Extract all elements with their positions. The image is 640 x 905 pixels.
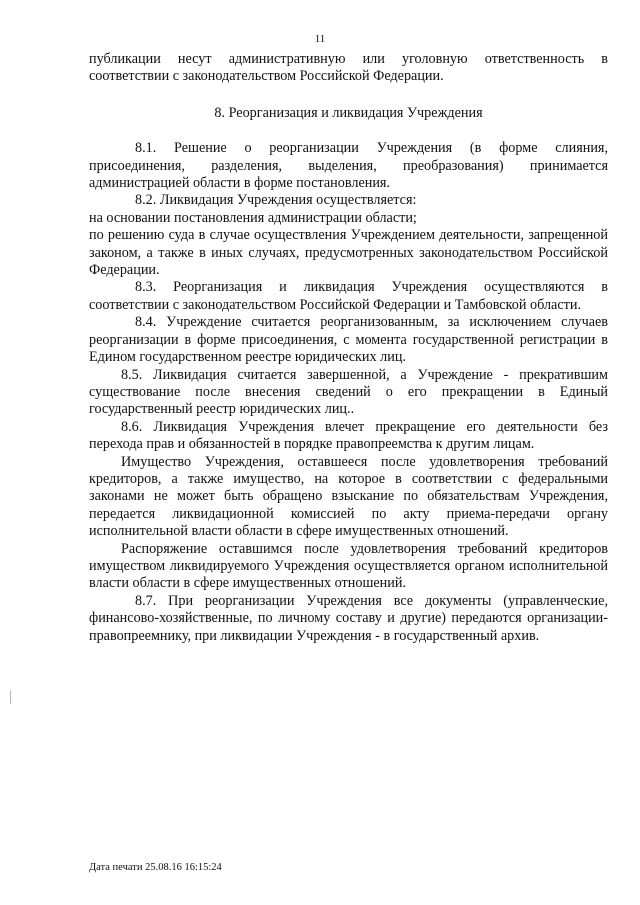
section-heading: 8. Реорганизация и ликвидация Учреждения (214, 104, 483, 121)
print-date-footer: Дата печати 25.08.16 16:15:24 (89, 862, 222, 873)
paragraph-8-5: 8.5. Ликвидация считается завершенной, а Учреждение - прекратившим существование после внесения сведений о его прекращении в Единый государственный реестр юридических лиц.. (89, 366, 608, 418)
paragraph-8-2: 8.2. Ликвидация Учреждения осуществляется: (135, 192, 417, 209)
document-body (89, 51, 608, 645)
paragraph-8-4: 8.4. Учреждение считается реорганизованным, за исключением случаев реорганизации в форме присоединения, с момента государственной регистрации в Едином государственном реестре юридических лиц. (89, 314, 608, 366)
page-number: 11 (314, 33, 326, 45)
paragraph-8-1: 8.1. Решение о реорганизации Учреждения (в форме слияния, присоединения, разделения, выделения, преобразования) принимается администрацией области в форме постановления. (89, 140, 608, 192)
paragraph-property: Имущество Учреждения, оставшееся после удовлетворения требований кредиторов, а также имущество, на которое в соответствии с федеральными законами не может быть обращено взыскание по обязательствам Учреждения, передается ликвидационной комиссией по акту приема-передачи органу исполнительной власти области в сфере имущественных отношений. (89, 453, 608, 540)
paragraph-8-2-basis-1: на основании постановления администрации области; (89, 209, 417, 226)
scan-mark-left (10, 690, 11, 704)
paragraph-8-6: 8.6. Ликвидация Учреждения влечет прекращение его деятельности без перехода прав и обязанностей в порядке правопреемства к другим лицам. (89, 418, 608, 453)
paragraph-8-2-basis-2: по решению суда в случае осуществления Учреждением деятельности, запрещенной законом, а также в иных случаях, предусмотренных законодательством Российской Федерации. (89, 227, 608, 279)
paragraph-disposal: Распоряжение оставшимся после удовлетворения требований кредиторов имуществом ликвидируемого Учреждения осуществляется органом исполнительной власти области в сфере имущественных отношений. (89, 540, 608, 592)
paragraph-8-3: 8.3. Реорганизация и ликвидация Учреждения осуществляются в соответствии с законодательством Российской Федерации и Тамбовской области. (89, 279, 608, 313)
intro-paragraph: публикации несут административную или уголовную ответственность в соответствии с законодательством Российской Федерации. (89, 51, 608, 85)
paragraph-8-7: 8.7. При реорганизации Учреждения все документы (управленческие, финансово-хозяйственные, по личному составу и другие) передаются организации-правопреемнику, при ликвидации Учреждения - в государственный архив. (89, 592, 608, 644)
